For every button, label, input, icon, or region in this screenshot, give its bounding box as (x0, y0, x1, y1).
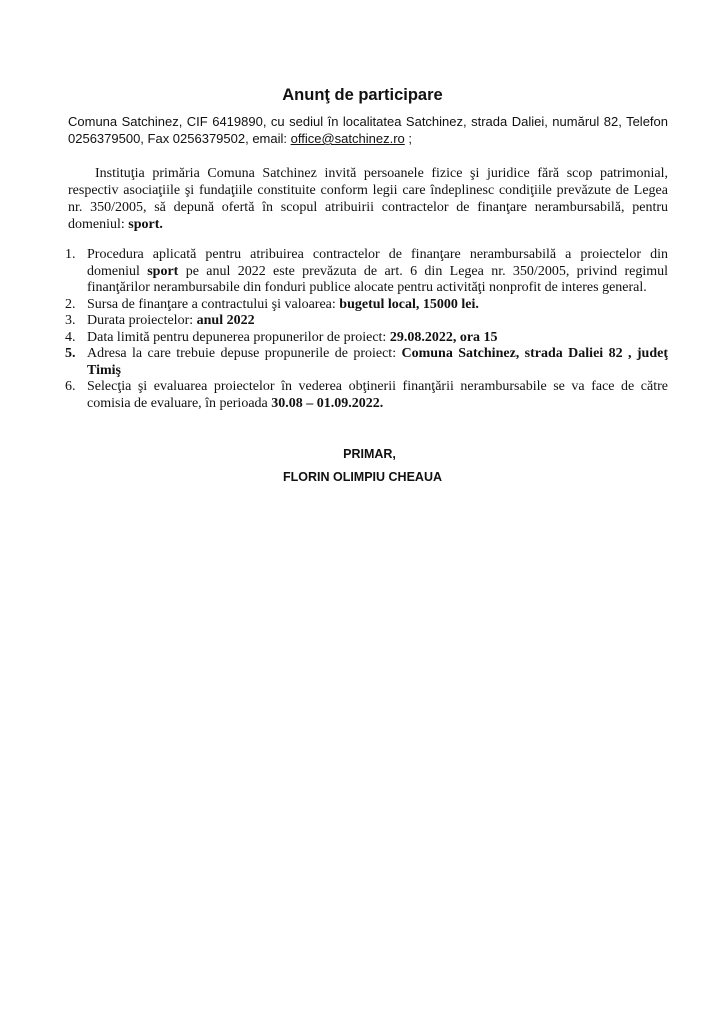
contact-header (68, 113, 668, 147)
item-text (87, 379, 668, 412)
signatory-role: PRIMAR, (343, 447, 396, 461)
signatory-name: FLORIN OLIMPIU CHEAUA (282, 470, 443, 484)
list-item (50, 297, 668, 314)
item-text (87, 330, 668, 347)
item-text (87, 346, 668, 379)
item-text-part: Data limită pentru depunerea propunerilor de proiect: (87, 329, 390, 345)
item-text-part: Adresa la care trebuie depuse propunerile de proiect: (87, 346, 402, 361)
item-number: 2. (65, 296, 76, 312)
item-text-part: Sursa de finanţare a contractului şi valoarea: (87, 296, 340, 312)
item-number: 6. (65, 379, 76, 394)
item-text-part: Selecţia şi evaluarea proiectelor în vederea obţinerii finanţării nerambursabile se va face de către comisia de evaluare, în perioada (87, 379, 668, 411)
conditions-list (50, 247, 668, 412)
item-text-bold: 29.08.2022, ora 15 (389, 329, 498, 345)
intro-text: Instituţia primăria Comuna Satchinez invită persoanele fizice şi juridice fără scop patrimonial, respectiv asociaţiile şi fundaţiile constituite conform legii care îndeplinesc condiţiile prevăzute de Legea nr. 350/2005, să depună ofertă în scopul atribuirii contractelor de finanţare nerambursabilă, pentru domeniul: (68, 166, 668, 232)
item-number: 3. (65, 313, 76, 328)
item-text-bold: 30.08 – 01.09.2022. (271, 395, 384, 411)
item-text-bold: bugetul local, 15000 lei. (339, 296, 479, 312)
item-text-bold: sport (147, 263, 179, 279)
item-number: 1. (65, 247, 76, 262)
email-link[interactable]: office@satchinez.ro (290, 131, 405, 146)
item-text (87, 247, 668, 297)
item-text-part: pe anul 2022 este prevăzuta de art. 6 din Legea nr. 350/2005, privind regimul finanţărilor nerambursabile din fonduri publice alocate pentru activităţi nonprofit de interes general. (87, 263, 668, 295)
item-text-part: Durata proiectelor: (87, 313, 197, 328)
list-item (50, 346, 668, 379)
contact-text: Comuna Satchinez, CIF 6419890, cu sediul în localitatea Satchinez, strada Daliei, numărul 82, Telefon 0256379500, Fax 0256379502, email: (68, 114, 668, 146)
document-title: Anunţ de participare (282, 86, 443, 104)
item-text-bold: Comuna Satchinez, strada Daliei 82 , judeţ Timiş (87, 346, 668, 378)
list-item (50, 330, 668, 347)
list-item (50, 247, 668, 297)
intro-domain: sport. (128, 217, 163, 232)
item-number: 4. (65, 329, 76, 345)
item-text-bold: anul 2022 (196, 313, 255, 328)
item-text (87, 297, 668, 314)
item-text-part: Procedura aplicată pentru atribuirea contractelor de finanţare nerambursabilă a proiectelor din domeniul (87, 247, 668, 279)
list-item (50, 379, 668, 412)
item-number: 5. (65, 346, 76, 361)
list-item (50, 313, 668, 330)
item-text (87, 313, 668, 330)
contact-tail: ; (404, 131, 412, 146)
intro-paragraph (68, 165, 668, 233)
